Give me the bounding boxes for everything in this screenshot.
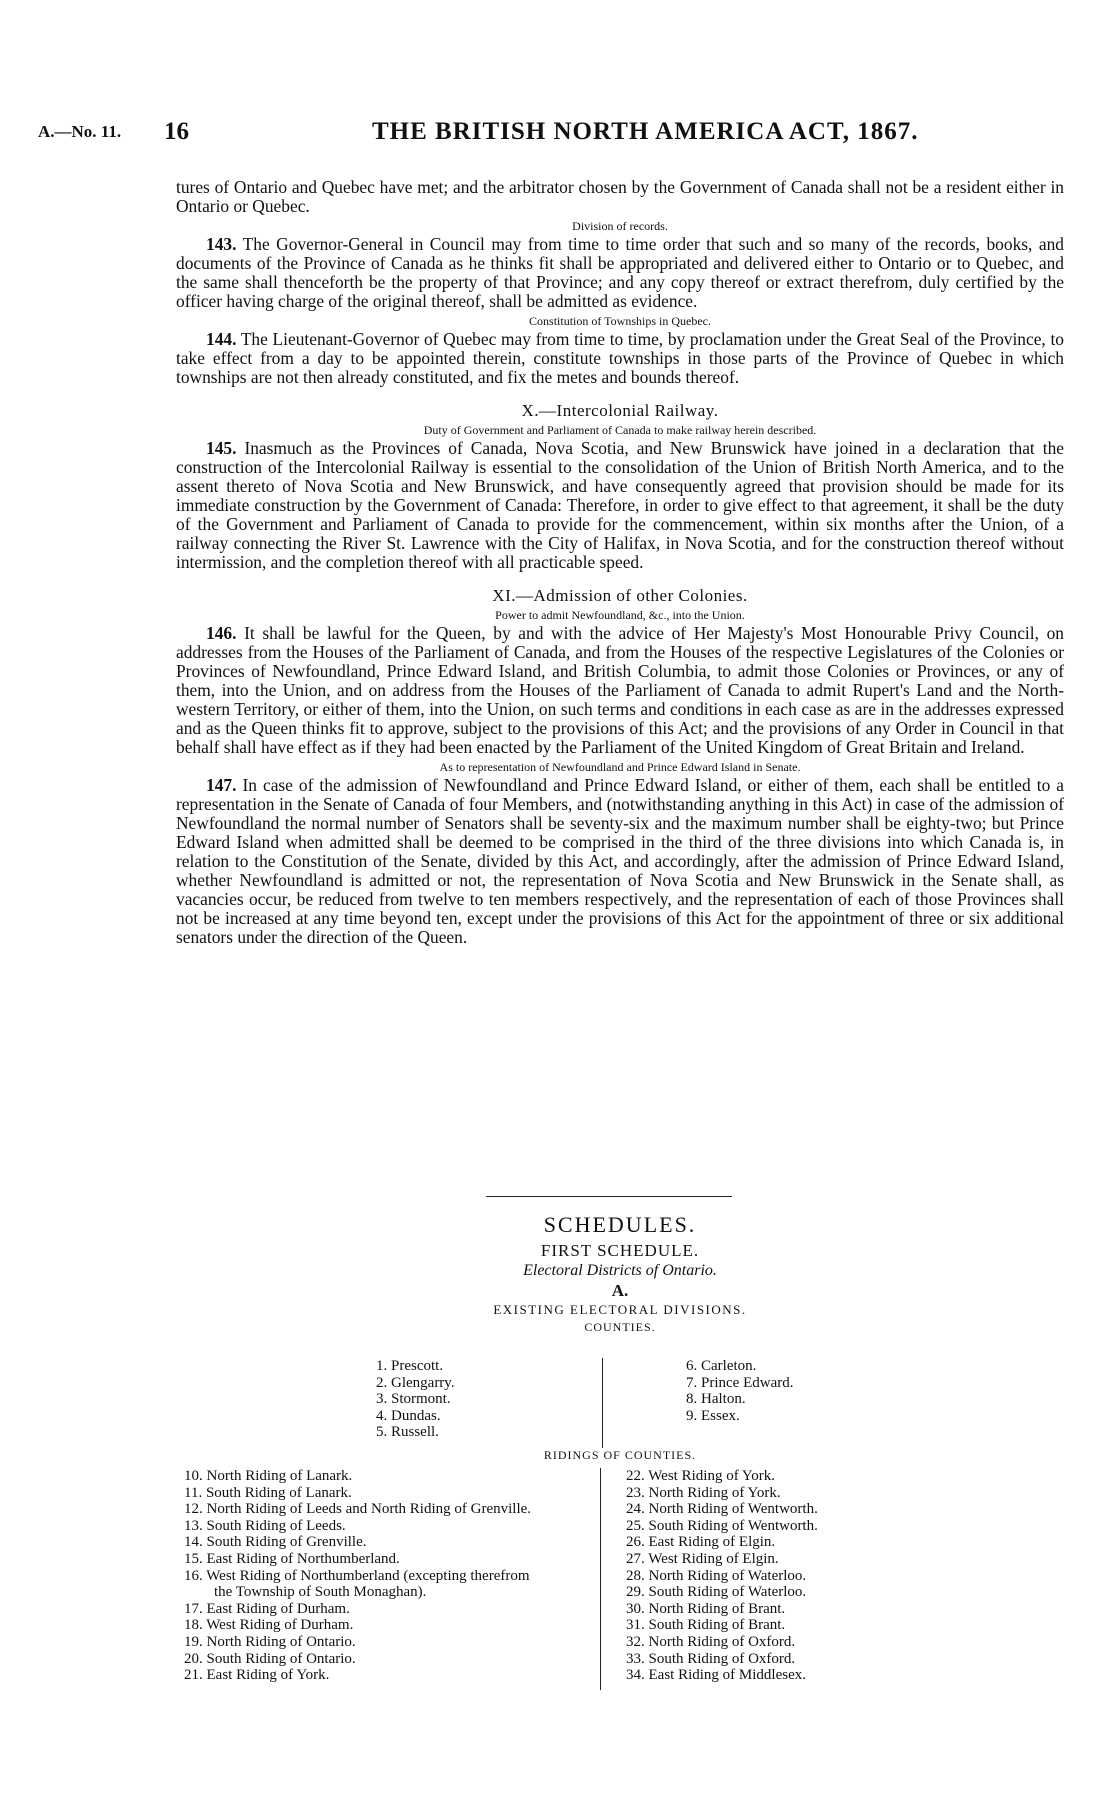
section-number: 144. bbox=[206, 329, 237, 349]
list-item: 5. Russell. bbox=[376, 1424, 439, 1441]
marginal-note-144: Constitution of Townships in Quebec. bbox=[529, 314, 711, 328]
section-text: The Lieutenant-Governor of Quebec may from time to time, by proclamation under the Great Seal of the Province, to take effect from a day to be appointed therein, constitute townships in those parts of the Province of Quebec in which townships are not then already constituted, and fix the metes and bounds thereof. bbox=[176, 329, 1064, 387]
list-item: 31. South Riding of Brant. bbox=[626, 1617, 786, 1634]
schedule-letter: A. bbox=[611, 1281, 629, 1300]
schedule-subtitle: Electoral Districts of Ontario. bbox=[523, 1262, 717, 1279]
list-item: 7. Prince Edward. bbox=[686, 1374, 794, 1391]
column-divider bbox=[602, 1358, 603, 1448]
list-item: 29. South Riding of Waterloo. bbox=[626, 1584, 807, 1601]
list-item: 14. South Riding of Grenville. bbox=[184, 1534, 367, 1551]
counties-heading: COUNTIES. bbox=[584, 1320, 656, 1334]
section-number: 143. bbox=[206, 234, 237, 254]
list-item: 19. North Riding of Ontario. bbox=[184, 1633, 356, 1650]
list-item-continuation: the Township of South Monaghan). bbox=[214, 1584, 427, 1601]
page-header bbox=[38, 118, 1078, 148]
section-text: The Governor-General in Council may from time to time order that such and so many of the records, books, and documents of the Province of Canada as he thinks fit shall be appropriated and delivered either to Ontario or to Quebec, and the same shall thenceforth be the property of that Province; and any copy thereof or extract therefrom, duly certified by the officer having charge of the original thereof, shall be admitted as evidence. bbox=[176, 234, 1064, 311]
list-item: 21. East Riding of York. bbox=[184, 1667, 330, 1684]
list-item: 8. Halton. bbox=[686, 1391, 746, 1408]
section-text: It shall be lawful for the Queen, by and with the advice of Her Majesty's Most Honourable Privy Council, on addresses from the Houses of the Parliament of Canada, and from the Houses of the respective Legislatures of the Colonies or Provinces of Newfoundland, Prince Edward Island, and British Columbia, to admit those Colonies or Provinces, or any of them, into the Union, and on address from the Houses of the Parliament of Canada to admit Rupert's Land and the North-western Territory, or either of them, into the Union, on such terms and conditions in each case as are in the addresses expressed and as the Queen thinks fit to approve, subject to the provisions of this Act; and the provisions of any Order in Council in that behalf shall have effect as if they had been enacted by the Parliament of the United Kingdom of Great Britain and Ireland. bbox=[176, 623, 1064, 757]
act-body bbox=[176, 178, 1064, 947]
ridings-list-left bbox=[184, 1468, 531, 1684]
counties-list-right bbox=[686, 1358, 793, 1424]
first-schedule-title: FIRST SCHEDULE. bbox=[540, 1241, 700, 1260]
list-item: 16. West Riding of Northumberland (excepting therefrom bbox=[184, 1567, 530, 1584]
section-text: In case of the admission of Newfoundland and Prince Edward Island, or either of them, each shall be entitled to a representation in the Senate of Canada of four Members, and (notwithstanding anything in this Act) in case of the admission of Newfoundland the normal number of Senators shall be seventy-six and the maximum number shall be eighty-two; but Prince Edward Island when admitted shall be deemed to be comprised in the third of the three divisions into which Canada is, in relation to the Constitution of the Senate, divided by this Act, and accordingly, after the admission of Prince Edward Island, whether Newfoundland is admitted or not, the representation of Nova Scotia and New Brunswick in the Senate shall, as vacancies occur, be reduced from twelve to ten members respectively, and the representation of each of those Provinces shall not be increased at any time beyond ten, except under the provisions of this Act for the appointment of three or six additional senators under the direction of the Queen. bbox=[176, 775, 1064, 947]
page-title: THE BRITISH NORTH AMERICA ACT, 1867. bbox=[372, 118, 919, 145]
section-number: 146. bbox=[206, 623, 237, 643]
part-heading-x: X.—Intercolonial Railway. bbox=[521, 401, 719, 420]
list-item: 33. South Riding of Oxford. bbox=[626, 1650, 796, 1667]
section-divider bbox=[486, 1196, 732, 1197]
list-item: 24. North Riding of Wentworth. bbox=[626, 1501, 818, 1518]
list-item: 2. Glengarry. bbox=[376, 1374, 455, 1391]
list-item: 1. Prescott. bbox=[376, 1358, 444, 1374]
list-item: 4. Dundas. bbox=[376, 1407, 441, 1424]
list-item: 27. West Riding of Elgin. bbox=[626, 1550, 779, 1567]
schedules-heading bbox=[176, 1210, 1064, 1335]
list-item: 6. Carleton. bbox=[686, 1358, 757, 1374]
marginal-note-146: Power to admit Newfoundland, &c., into the Union. bbox=[495, 608, 745, 622]
section-146 bbox=[176, 624, 1064, 757]
part-heading-xi: XI.—Admission of other Colonies. bbox=[492, 586, 748, 605]
list-item: 32. North Riding of Oxford. bbox=[626, 1633, 796, 1650]
section-144 bbox=[176, 330, 1064, 387]
list-item: 10. North Riding of Lanark. bbox=[184, 1468, 353, 1484]
counties-list-left bbox=[376, 1358, 455, 1441]
page-number: 16 bbox=[164, 118, 189, 145]
document-reference: A.—No. 11. bbox=[38, 122, 122, 141]
list-item: 11. South Riding of Lanark. bbox=[184, 1484, 352, 1501]
list-item: 28. North Riding of Waterloo. bbox=[626, 1567, 807, 1584]
list-item: 34. East Riding of Middlesex. bbox=[626, 1667, 806, 1684]
schedules-title: SCHEDULES. bbox=[543, 1212, 697, 1237]
section-text: Inasmuch as the Provinces of Canada, Nova Scotia, and New Brunswick have joined in a declaration that the construction of the Intercolonial Railway is essential to the consolidation of the Union of British North America, and to the assent thereto of Nova Scotia and New Brunswick, and have consequently agreed that provision should be made for its immediate construction by the Government of Canada: Therefore, in order to give effect to that agreement, it shall be the duty of the Government and Parliament of Canada to provide for the commencement, within six months after the Union, of a railway connecting the River St. Lawrence with the City of Halifax, in Nova Scotia, and for the construction thereof without intermission, and the completion thereof with all practicable speed. bbox=[176, 438, 1064, 572]
list-item: 3. Stormont. bbox=[376, 1391, 451, 1408]
section-number: 145. bbox=[206, 438, 237, 458]
existing-divisions-heading: EXISTING ELECTORAL DIVISIONS. bbox=[493, 1302, 747, 1317]
section-143 bbox=[176, 235, 1064, 311]
list-item: 12. North Riding of Leeds and North Riding of Grenville. bbox=[184, 1501, 532, 1518]
section-145 bbox=[176, 439, 1064, 572]
list-item: 9. Essex. bbox=[686, 1407, 740, 1424]
marginal-note-143: Division of records. bbox=[572, 219, 668, 233]
list-item: 30. North Riding of Brant. bbox=[626, 1600, 786, 1617]
continuation-paragraph: tures of Ontario and Quebec have met; and the arbitrator chosen by the Government of Canada shall not be a resident either in Ontario or Quebec. bbox=[176, 177, 1064, 216]
list-item: 13. South Riding of Leeds. bbox=[184, 1517, 346, 1534]
ridings-list-right bbox=[626, 1468, 818, 1684]
list-item: 23. North Riding of York. bbox=[626, 1484, 781, 1501]
list-item: 25. South Riding of Wentworth. bbox=[626, 1517, 818, 1534]
list-item: 22. West Riding of York. bbox=[626, 1468, 775, 1484]
list-item: 18. West Riding of Durham. bbox=[184, 1617, 354, 1634]
list-item: 15. East Riding of Northumberland. bbox=[184, 1550, 400, 1567]
marginal-note-147: As to representation of Newfoundland and Prince Edward Island in Senate. bbox=[439, 760, 801, 774]
list-item: 17. East Riding of Durham. bbox=[184, 1600, 350, 1617]
section-147 bbox=[176, 776, 1064, 947]
marginal-note-145: Duty of Government and Parliament of Canada to make railway herein described. bbox=[423, 423, 817, 437]
ridings-heading: RIDINGS OF COUNTIES. bbox=[543, 1448, 697, 1462]
section-number: 147. bbox=[206, 775, 237, 795]
list-item: 26. East Riding of Elgin. bbox=[626, 1534, 776, 1551]
list-item: 20. South Riding of Ontario. bbox=[184, 1650, 356, 1667]
column-divider bbox=[600, 1468, 601, 1690]
